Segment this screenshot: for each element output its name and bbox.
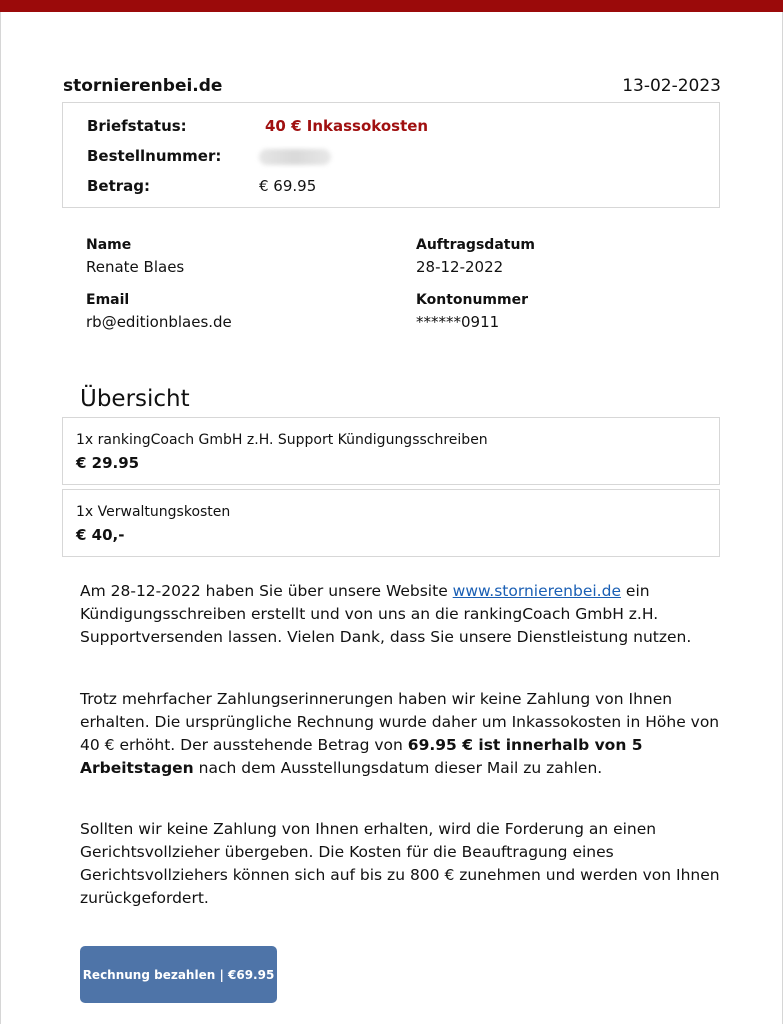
email-field: [86, 292, 232, 331]
paragraph-collection-warning: Sollten wir keine Zahlung von Ihnen erhalten, wird die Forderung an einen Gerichtsvollzieher übergeben. Die Kosten für die Beauftragung eines Gerichtsvollziehers können sich auf bis zu 800 € zunehmen und werden von Ihnen zurückgefordert.: [80, 820, 720, 907]
briefstatus-value: 40 € Inkassokosten: [265, 117, 429, 135]
name-value: Renate Blaes: [86, 258, 185, 276]
overview-item-price: € 40,-: [76, 526, 125, 544]
overview-item-name: 1x rankingCoach GmbH z.H. Support Kündigungsschreiben: [76, 432, 488, 448]
email-value: rb@editionblaes.de: [86, 313, 232, 331]
kontonummer-value: ******0911: [416, 313, 500, 331]
auftragsdatum-field: [416, 237, 535, 276]
website-link[interactable]: www.stornierenbei.de: [452, 582, 621, 600]
overview-title: Übersicht: [80, 386, 190, 412]
status-box: [62, 102, 720, 208]
p2-prefix: Trotz mehrfacher Zahlungserinnerungen haben wir keine Zahlung von Ihnen erhalten. Die ursprüngliche Rechnung wurde daher um Inkassokosten in Höhe von 40 € erhöht. Der ausstehende Betrag von: [80, 690, 720, 754]
name-label: Name: [86, 237, 132, 253]
status-row-bestellnummer: [87, 147, 331, 165]
email-label: Email: [86, 292, 130, 308]
status-row-betrag: [87, 177, 316, 195]
overview-item-name: 1x Verwaltungskosten: [76, 504, 231, 520]
frame-left-border: [0, 12, 1, 1024]
status-row-briefstatus: [87, 117, 428, 135]
auftragsdatum-label: Auftragsdatum: [416, 237, 536, 253]
kontonummer-label: Kontonummer: [416, 292, 529, 308]
letter-date: 13-02-2023: [622, 76, 721, 96]
p1-prefix: Am 28-12-2022 haben Sie über unsere Website: [80, 582, 453, 600]
betrag-label: Betrag:: [87, 177, 151, 195]
kontonummer-field: [416, 292, 528, 331]
name-field: [86, 237, 184, 276]
auftragsdatum-value: 28-12-2022: [416, 258, 504, 276]
bestellnummer-label: Bestellnummer:: [87, 147, 222, 165]
overview-item: [62, 489, 720, 557]
bestellnummer-redacted: [259, 149, 331, 165]
paragraph-payment-reminder: [80, 688, 720, 780]
overview-item: [62, 417, 720, 485]
paragraph-order-info: [80, 580, 720, 649]
p1-suffix: ein Kündigungsschreiben erstellt und von uns an die rankingCoach GmbH z.H. Supportversenden lassen. Vielen Dank, dass Sie unsere Dienstleistung nutzen.: [80, 582, 692, 646]
briefstatus-label: Briefstatus:: [87, 117, 187, 135]
betrag-value: € 69.95: [259, 177, 317, 195]
p2-suffix: nach dem Ausstellungsdatum dieser Mail zu zahlen.: [193, 759, 603, 777]
top-accent-bar: [0, 0, 783, 12]
p2-bold: 69.95 € ist innerhalb von 5 Arbeitstagen: [80, 736, 643, 777]
overview-item-price: € 29.95: [76, 454, 140, 472]
pay-invoice-button[interactable]: Rechnung bezahlen | €69.95: [80, 946, 277, 1003]
brand-name: stornierenbei.de: [63, 76, 223, 96]
